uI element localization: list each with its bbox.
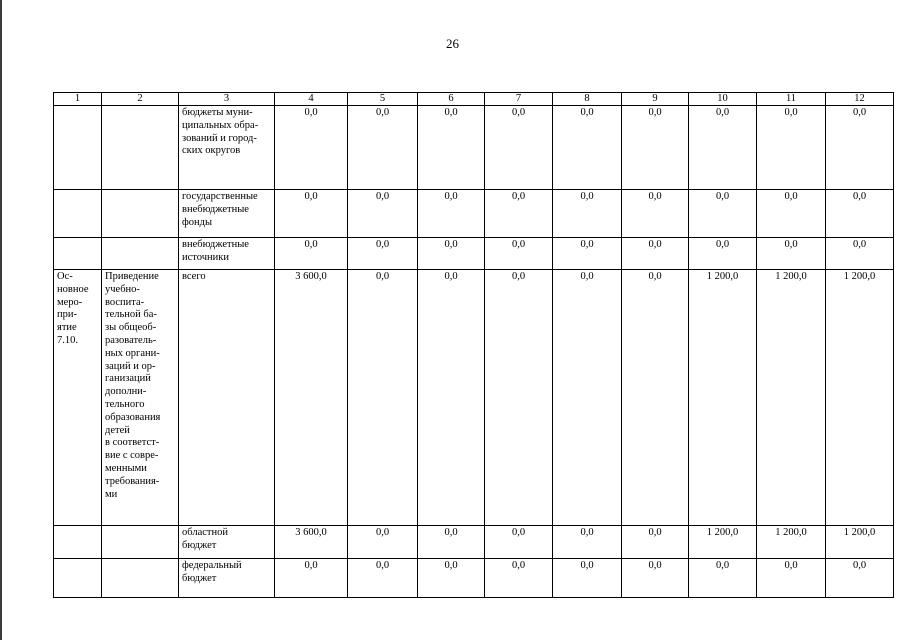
value-cell-col-9: 0,0 xyxy=(622,559,689,598)
measure-code-cell xyxy=(54,526,102,559)
value-cell-col-5: 0,0 xyxy=(348,270,418,526)
value-cell-col-10: 0,0 xyxy=(689,559,757,598)
column-number-10: 10 xyxy=(689,93,757,106)
table-row xyxy=(54,238,894,270)
value-cell-col-4: 3 600,0 xyxy=(275,270,348,526)
value-cell-col-5: 0,0 xyxy=(348,190,418,238)
table-row xyxy=(54,559,894,598)
value-cell-col-6: 0,0 xyxy=(418,270,485,526)
funding-source-cell: внебюджетные источники xyxy=(179,238,275,270)
value-cell-col-6: 0,0 xyxy=(418,526,485,559)
value-cell-col-7: 0,0 xyxy=(485,559,553,598)
value-cell-col-5: 0,0 xyxy=(348,106,418,190)
value-cell-col-4: 0,0 xyxy=(275,190,348,238)
measure-code-cell xyxy=(54,238,102,270)
column-number-12: 12 xyxy=(826,93,894,106)
value-cell-col-10: 0,0 xyxy=(689,190,757,238)
value-cell-col-9: 0,0 xyxy=(622,270,689,526)
value-cell-col-11: 0,0 xyxy=(757,190,826,238)
value-cell-col-6: 0,0 xyxy=(418,106,485,190)
funding-source-cell: областной бюджет xyxy=(179,526,275,559)
value-cell-col-12: 1 200,0 xyxy=(826,526,894,559)
table-row xyxy=(54,106,894,190)
funding-source-cell: государственные внебюджетные фонды xyxy=(179,190,275,238)
column-number-11: 11 xyxy=(757,93,826,106)
value-cell-col-8: 0,0 xyxy=(553,106,622,190)
funding-source-cell: федеральный бюджет xyxy=(179,559,275,598)
table-row xyxy=(54,526,894,559)
value-cell-col-6: 0,0 xyxy=(418,238,485,270)
value-cell-col-11: 0,0 xyxy=(757,238,826,270)
value-cell-col-8: 0,0 xyxy=(553,190,622,238)
value-cell-col-8: 0,0 xyxy=(553,270,622,526)
value-cell-col-9: 0,0 xyxy=(622,190,689,238)
column-number-1: 1 xyxy=(54,93,102,106)
page-left-edge xyxy=(0,0,2,640)
measure-name-cell xyxy=(102,559,179,598)
measure-code-cell xyxy=(54,559,102,598)
value-cell-col-10: 0,0 xyxy=(689,238,757,270)
measure-name-cell xyxy=(102,190,179,238)
value-cell-col-11: 1 200,0 xyxy=(757,526,826,559)
value-cell-col-7: 0,0 xyxy=(485,270,553,526)
table-body xyxy=(54,93,894,598)
column-number-2: 2 xyxy=(102,93,179,106)
budget-table xyxy=(53,92,894,598)
value-cell-col-4: 0,0 xyxy=(275,559,348,598)
value-cell-col-7: 0,0 xyxy=(485,106,553,190)
value-cell-col-11: 1 200,0 xyxy=(757,270,826,526)
value-cell-col-12: 0,0 xyxy=(826,238,894,270)
value-cell-col-5: 0,0 xyxy=(348,238,418,270)
column-number-5: 5 xyxy=(348,93,418,106)
value-cell-col-6: 0,0 xyxy=(418,559,485,598)
value-cell-col-7: 0,0 xyxy=(485,190,553,238)
measure-code-cell: Ос- новное меро- при- ятие 7.10. xyxy=(54,270,102,526)
value-cell-col-10: 1 200,0 xyxy=(689,526,757,559)
value-cell-col-12: 0,0 xyxy=(826,190,894,238)
funding-source-cell: всего xyxy=(179,270,275,526)
value-cell-col-8: 0,0 xyxy=(553,238,622,270)
value-cell-col-5: 0,0 xyxy=(348,559,418,598)
value-cell-col-4: 3 600,0 xyxy=(275,526,348,559)
value-cell-col-9: 0,0 xyxy=(622,238,689,270)
value-cell-col-5: 0,0 xyxy=(348,526,418,559)
column-number-6: 6 xyxy=(418,93,485,106)
value-cell-col-8: 0,0 xyxy=(553,559,622,598)
page-number: 26 xyxy=(446,36,459,51)
measure-code-cell xyxy=(54,106,102,190)
value-cell-col-8: 0,0 xyxy=(553,526,622,559)
column-number-8: 8 xyxy=(553,93,622,106)
value-cell-col-12: 0,0 xyxy=(826,106,894,190)
value-cell-col-7: 0,0 xyxy=(485,526,553,559)
column-number-4: 4 xyxy=(275,93,348,106)
table-row xyxy=(54,190,894,238)
value-cell-col-7: 0,0 xyxy=(485,238,553,270)
column-number-9: 9 xyxy=(622,93,689,106)
table-row xyxy=(54,270,894,526)
value-cell-col-12: 0,0 xyxy=(826,559,894,598)
value-cell-col-4: 0,0 xyxy=(275,106,348,190)
measure-name-cell xyxy=(102,238,179,270)
measure-code-cell xyxy=(54,190,102,238)
value-cell-col-10: 0,0 xyxy=(689,106,757,190)
value-cell-col-11: 0,0 xyxy=(757,106,826,190)
value-cell-col-11: 0,0 xyxy=(757,559,826,598)
value-cell-col-6: 0,0 xyxy=(418,190,485,238)
measure-name-cell xyxy=(102,106,179,190)
measure-name-cell: Приведение учебно- воспита- тельной ба- зы общеоб- разователь- ных органи- заций и ор- ганизаций дополни- тельного образования детей в соответст- вие с совре- менными требования- ми xyxy=(102,270,179,526)
value-cell-col-9: 0,0 xyxy=(622,106,689,190)
funding-source-cell: бюджеты муни- ципальных обра- зований и город- ских округов xyxy=(179,106,275,190)
column-number-row xyxy=(54,93,894,106)
value-cell-col-4: 0,0 xyxy=(275,238,348,270)
column-number-3: 3 xyxy=(179,93,275,106)
value-cell-col-12: 1 200,0 xyxy=(826,270,894,526)
measure-name-cell xyxy=(102,526,179,559)
column-number-7: 7 xyxy=(485,93,553,106)
value-cell-col-9: 0,0 xyxy=(622,526,689,559)
value-cell-col-10: 1 200,0 xyxy=(689,270,757,526)
